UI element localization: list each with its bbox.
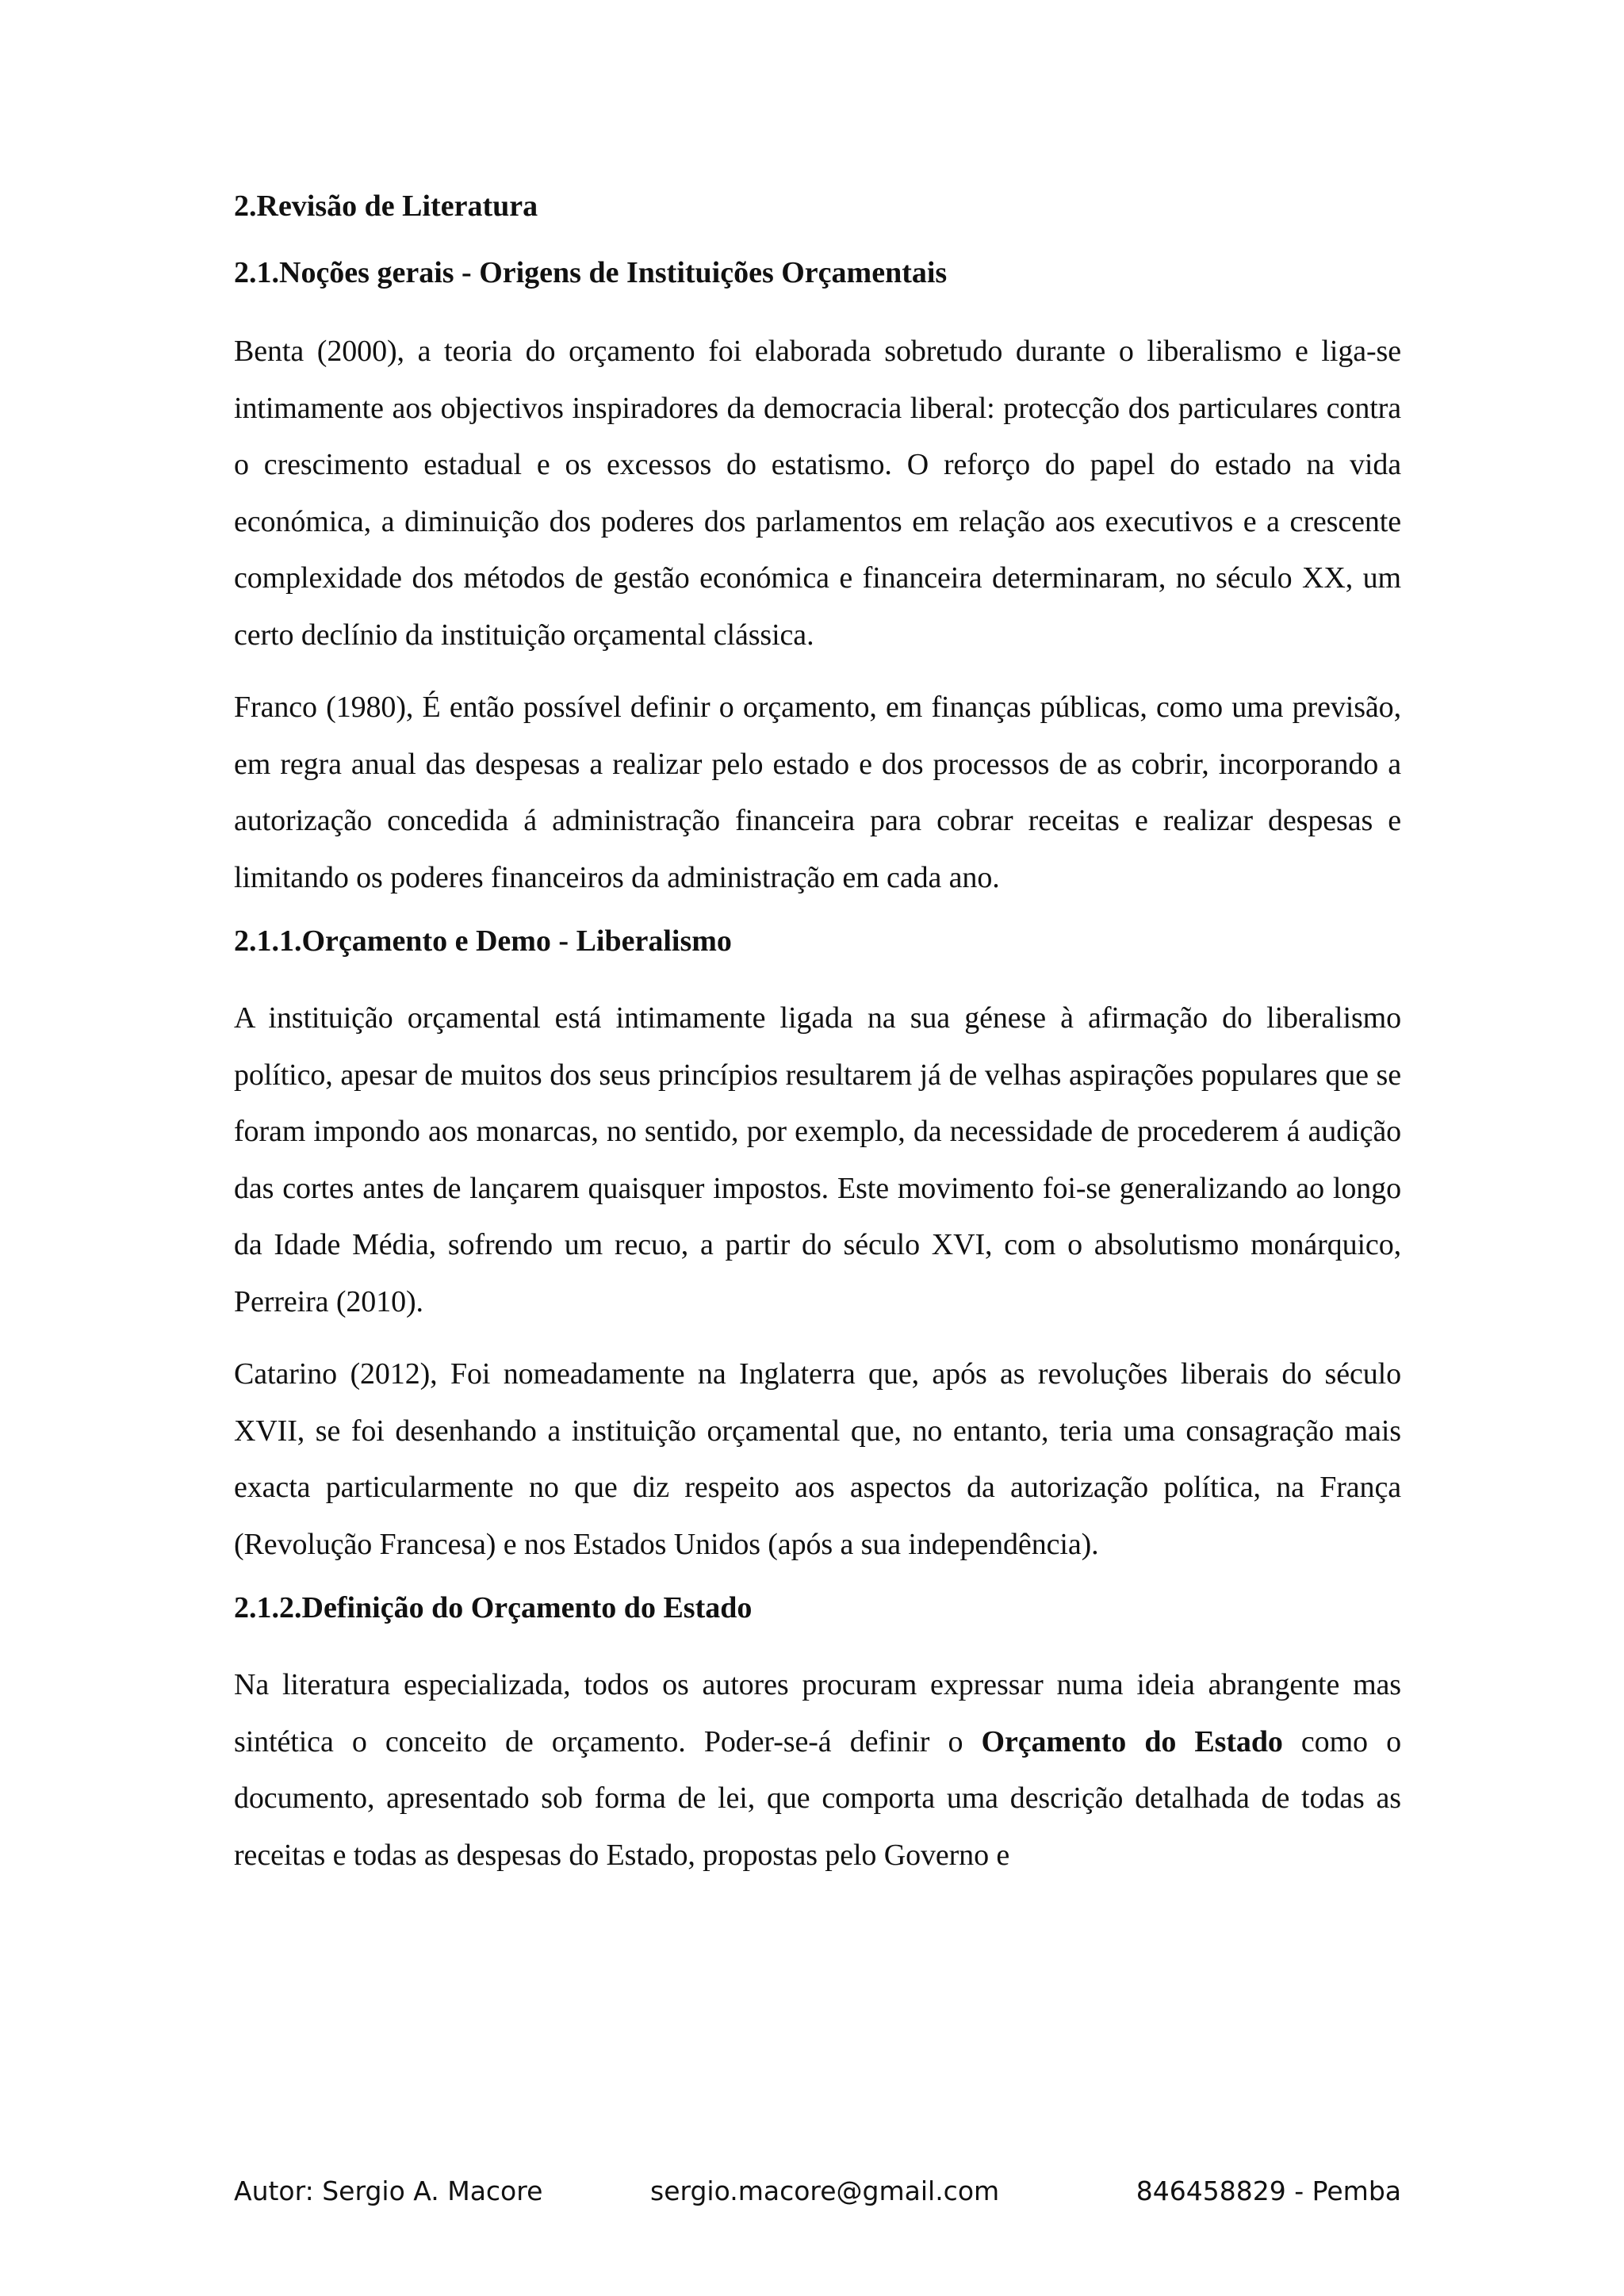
section-heading-2: 2.Revisão de Literatura	[234, 189, 538, 223]
footer-email: sergio.macore@gmail.com	[650, 2175, 1000, 2206]
paragraph-definicao	[234, 1657, 1401, 1884]
section-heading-2-1: 2.1.Noções gerais - Origens de Instituições Orçamentais	[234, 256, 948, 289]
footer-phone: 846458829 - Pemba	[1136, 2175, 1401, 2206]
paragraph-instituicao: A instituição orçamental está intimamente ligada na sua génese à afirmação do liberalismo político, apesar de muitos dos seus princípios resultarem já de velhas aspirações populares que se foram impondo aos monarcas, no sentido, por exemplo, da necessidade de procederem á audição das cortes antes de lançarem quaisquer impostos. Este movimento foi-se generalizando ao longo da Idade Média, sofrendo um recuo, a partir do século XVI, com o absolutismo monárquico, Perreira (2010).	[234, 1001, 1401, 1318]
emphasis-orcamento-do-estado: Orçamento do Estado	[981, 1724, 1283, 1758]
paragraph-catarino: Catarino (2012), Foi nomeadamente na Inglaterra que, após as revoluções liberais do século XVII, se foi desenhando a instituição orçamental que, no entanto, teria uma consagração mais exacta particularmente no que diz respeito aos aspectos da autorização política, na França (Revolução Francesa) e nos Estados Unidos (após a sua independência).	[234, 1357, 1401, 1561]
page-footer	[234, 2175, 1401, 2215]
section-heading-2-1-1: 2.1.1.Orçamento e Demo - Liberalismo	[234, 924, 732, 958]
paragraph-definicao-text-start: Na literatura especializada, todos os autores procuram expressar numa ideia abrangente mas sintética o conceito de orçamento. Poder-se-á definir o	[234, 1668, 1401, 1758]
paragraph-franco: Franco (1980), É então possível definir o orçamento, em finanças públicas, como uma previsão, em regra anual das despesas a realizar pelo estado e dos processos de as cobrir, incorporando a autorização concedida á administração financeira para cobrar receitas e realizar despesas e limitando os poderes financeiros da administração em cada ano.	[234, 691, 1401, 894]
footer-author: Autor: Sergio A. Macore	[234, 2175, 543, 2206]
paragraph-benta: Benta (2000), a teoria do orçamento foi elaborada sobretudo durante o liberalismo e liga-se intimamente aos objectivos inspiradores da democracia liberal: protecção dos particulares contra o crescimento estadual e os excessos do estatismo. O reforço do papel do estado na vida económica, a diminuição dos poderes dos parlamentos em relação aos executivos e a crescente complexidade dos métodos de gestão económica e financeira determinaram, no século XX, um certo declínio da instituição orçamental clássica.	[234, 335, 1401, 652]
section-heading-2-1-2: 2.1.2.Definição do Orçamento do Estado	[234, 1591, 753, 1624]
page-content	[234, 187, 1401, 1884]
paragraph-definicao-text-end: como o documento, apresentado sob forma de lei, que comporta uma descrição detalhada de todas as receitas e todas as despesas do Estado, propostas pelo Governo e	[234, 1724, 1401, 1872]
